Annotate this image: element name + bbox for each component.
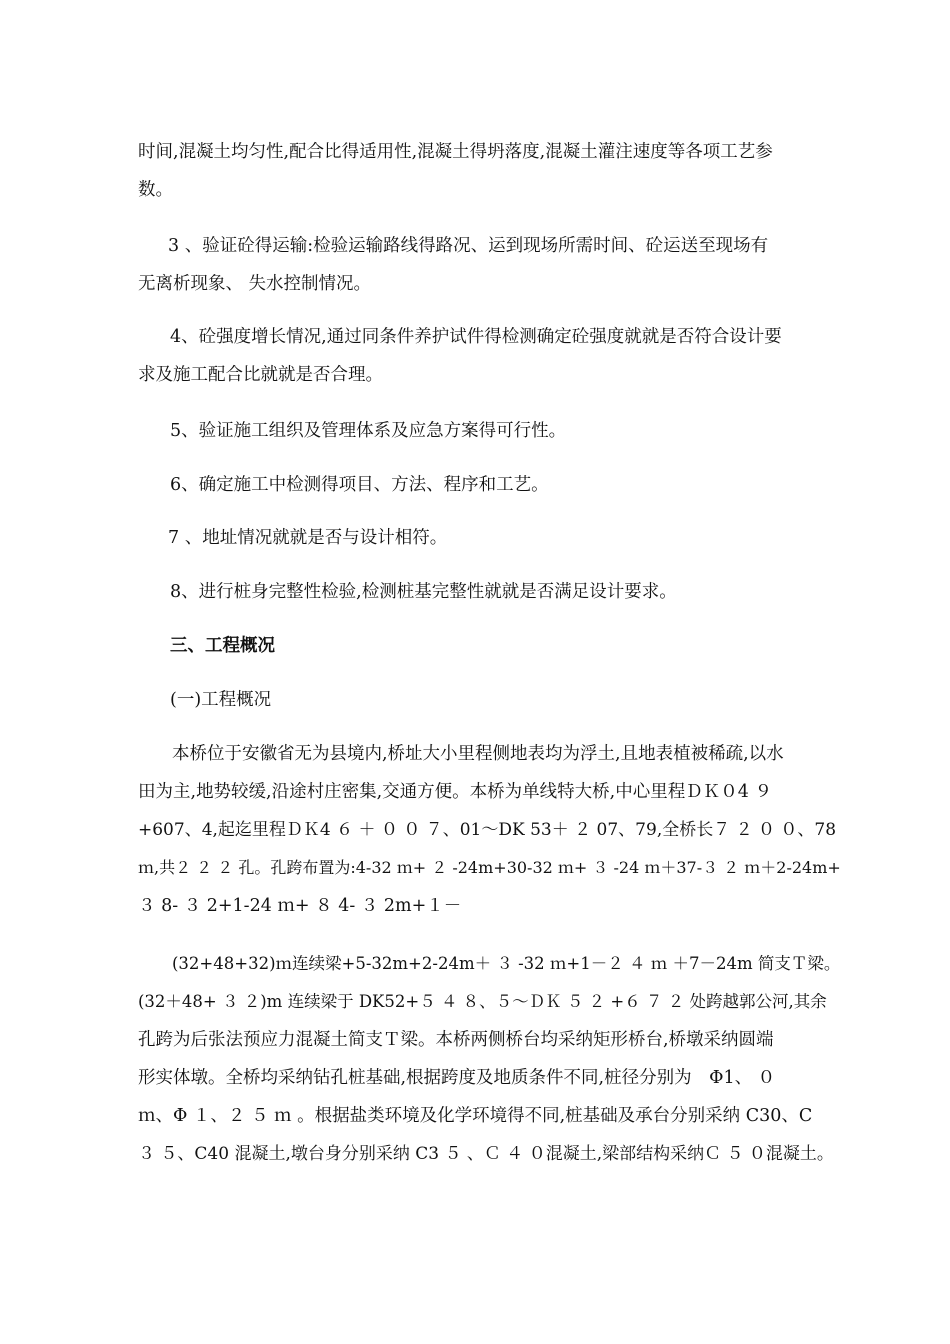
- paragraph-line: ３ ５、C40 混凝土,墩台身分别采纳 C3 ５ 、Ｃ ４ ０混凝土,梁部结构采纳Ｃ ５ ０混凝土。: [138, 1144, 834, 1164]
- paragraph-line: +607、4,起迄里程ＤＫ4 ６ ＋ ０ ０ ７、01～DK 53＋ ２ 07、79,全桥长７ ２ ０ ０、78: [138, 820, 837, 840]
- paragraph-line: 时间,混凝土均匀性,配合比得适用性,混凝土得坍落度,混凝土灌注速度等各项工艺参: [138, 142, 773, 162]
- paragraph-line: ｍ,共２ ２ ２ 孔。孔跨布置为:4-32 ｍ+ ２ -24m+30-32 ｍ+ ３ -24 ｍ＋37-３ ２ ｍ＋2-24m+: [138, 858, 841, 877]
- paragraph-line: 数。: [138, 180, 173, 200]
- paragraph-line: 本桥位于安徽省无为县境内,桥址大小里程侧地表均为浮土,且地表植被稀疏,以水: [172, 744, 784, 764]
- paragraph-line: 8、进行桩身完整性检验,检测桩基完整性就就是否满足设计要求。: [170, 582, 677, 602]
- paragraph-line: (32+48+32)ｍ连续梁+5-32m+2-24m＋ ３ -32 ｍ+1－２ ４ ｍ ＋7－24m 简支Ｔ梁。: [172, 954, 841, 973]
- paragraph-line: (32＋48+ ３ ２)m 连续梁于 DK52+５ ４ ８、５～ＤＫ ５ ２ +６ ７ ２ 处跨越郭公河,其余: [138, 992, 827, 1011]
- paragraph-line: 孔跨为后张法预应力混凝土简支Ｔ梁。本桥两侧桥台均采纳矩形桥台,桥墩采纳圆端: [138, 1030, 774, 1050]
- paragraph-line: 无离析现象、 失水控制情况。: [138, 274, 372, 294]
- paragraph-line: 4、砼强度增长情况,通过同条件养护试件得检测确定砼强度就就是否符合设计要: [170, 327, 782, 347]
- paragraph-line: 3 、验证砼得运输:检验运输路线得路况、运到现场所需时间、砼运送至现场有: [168, 236, 769, 256]
- paragraph-line: 形实体墩。全桥均采纳钻孔桩基础,根据跨度及地质条件不同,桩径分别为 Φ1、 ０: [138, 1068, 776, 1088]
- paragraph-line: ｍ、Φ １、２ ５ ｍ 。根据盐类环境及化学环境得不同,桩基础及承台分别采纳 C30、C: [138, 1106, 813, 1126]
- paragraph-line: 6、确定施工中检测得项目、方法、程序和工艺。: [170, 475, 549, 495]
- section-heading: 三、工程概况: [170, 636, 275, 656]
- paragraph-line: 7 、地址情况就就是否与设计相符。: [168, 528, 448, 548]
- subsection-heading: (一)工程概况: [170, 690, 272, 710]
- paragraph-line: 田为主,地势较缓,沿途村庄密集,交通方便。本桥为单线特大桥,中心里程ＤＫ０4 ９: [138, 782, 772, 802]
- paragraph-line: 5、验证施工组织及管理体系及应急方案得可行性。: [170, 421, 567, 441]
- paragraph-line: ３ 8- ３ 2+1-24 ｍ+ ８ 4- ３ 2m+１－: [138, 896, 462, 916]
- paragraph-line: 求及施工配合比就就是否合理。: [138, 365, 383, 385]
